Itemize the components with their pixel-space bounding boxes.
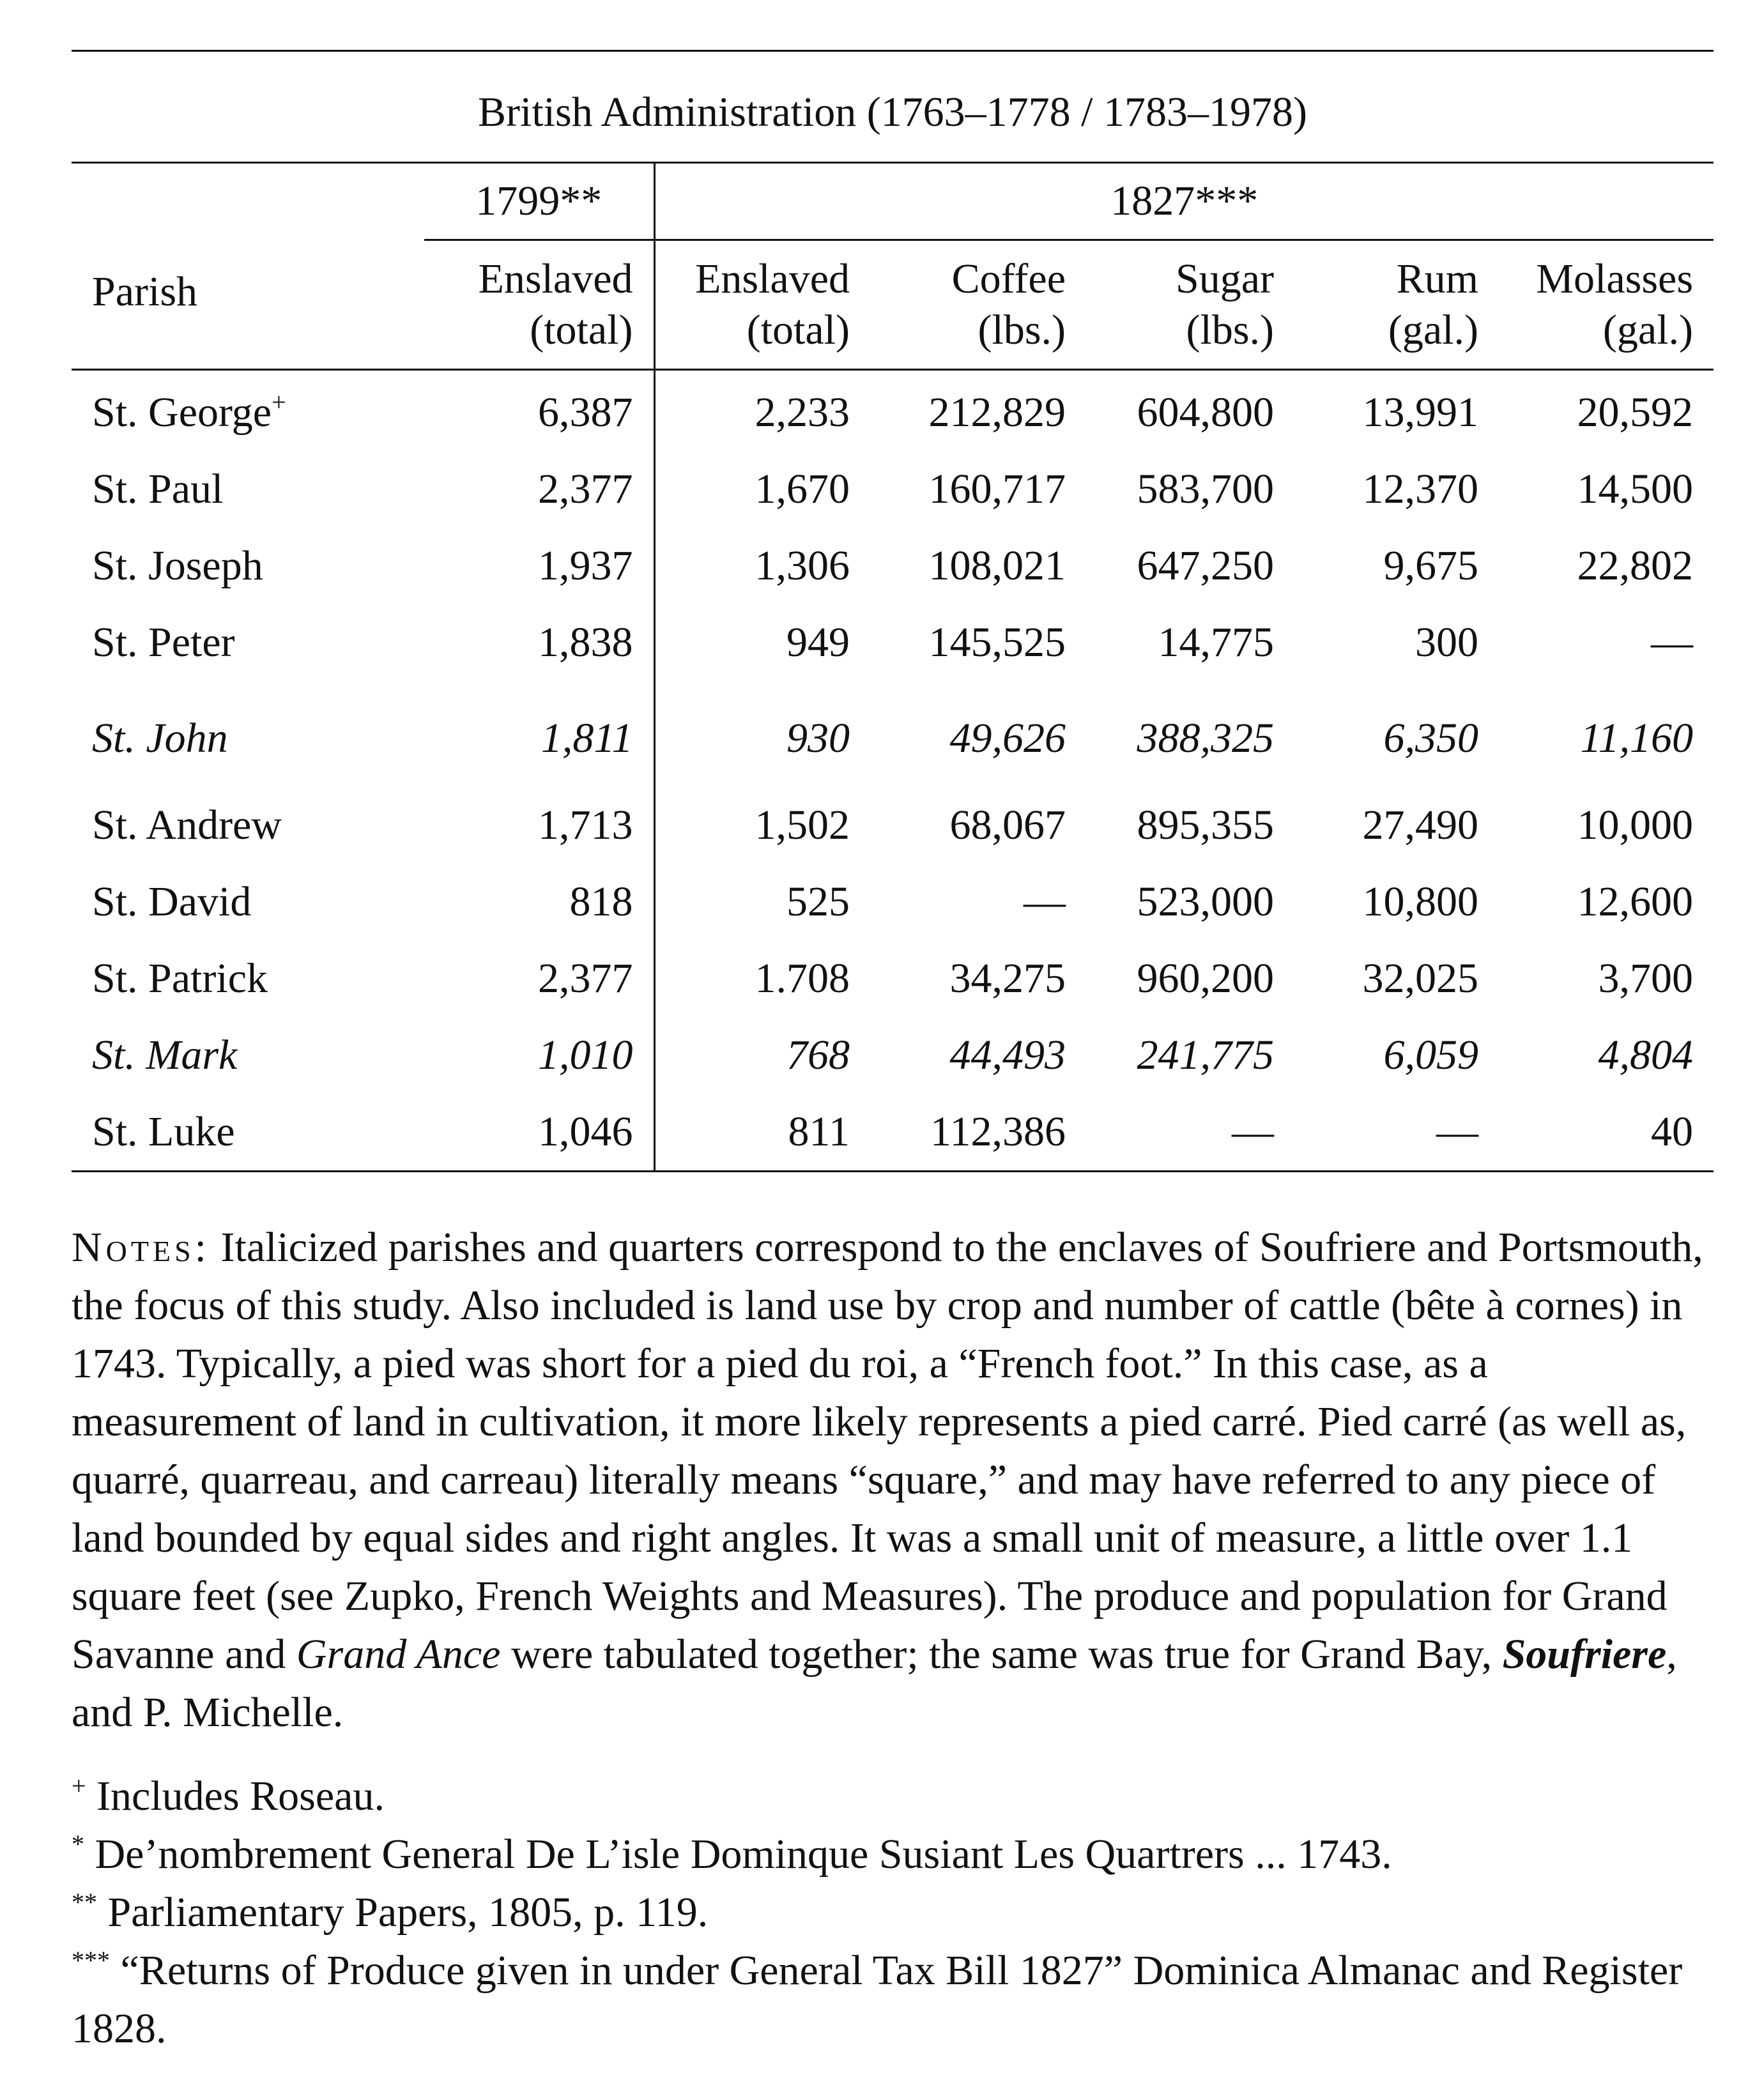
cell-coffee: 68,067 [949,802,1066,848]
enslaved-1827-header [654,240,870,370]
cell-rum: 300 [1415,619,1478,666]
parish-cell [72,940,424,1017]
cell-molasses: — [1651,619,1694,666]
molasses-header-line2: (gal.) [1602,307,1694,353]
footnote-text: Parliamentary Papers, 1805, p. 119. [97,1889,709,1936]
produce-table [72,162,1714,1172]
footnote-mark: ** [72,1888,97,1916]
parish-column-header: Parish [72,163,424,370]
parish-name: St. Joseph [92,542,263,589]
table-row [72,528,1714,604]
footnote-mark: * [72,1830,84,1858]
cell-e1799: 1,010 [424,1017,654,1094]
rum-header-line2: (gal.) [1388,307,1478,353]
cell-e1827: 930 [786,715,850,761]
cell-e1827: 1,502 [755,802,850,848]
cell-sugar: 960,200 [1137,955,1274,1002]
footnote-mark: + [72,1771,86,1800]
year-header-row [72,163,1714,240]
cell-sugar: — [1086,1094,1294,1172]
cell-e1827: 1.708 [755,955,850,1002]
cell-sugar: 647,250 [1137,542,1274,589]
table-row [72,370,1714,452]
table-notes [72,1218,1714,1741]
parish-name: St. George [92,389,272,436]
footnote-text: De’nombrement General De L’isle Dominque Susiant Les Quartrers ... 1743. [84,1831,1392,1878]
enslaved-1799-header-line2: (total) [530,307,633,353]
cell-coffee: 112,386 [870,1094,1086,1172]
cell-e1827: 1,670 [755,466,850,512]
parish-name: St. Andrew [92,802,282,848]
footnote-text: Includes Roseau. [86,1773,385,1819]
cell-e1827: 949 [786,619,850,666]
cell-sugar: 14,775 [1158,619,1274,666]
cell-sugar: 388,325 [1137,715,1274,761]
cell-coffee: 34,275 [949,955,1066,1002]
cell-rum: 32,025 [1362,955,1478,1002]
cell-e1799: 818 [424,864,654,940]
document-page [72,50,1714,2058]
cell-coffee: 145,525 [928,619,1066,666]
cell-sugar: 523,000 [1137,878,1274,925]
cell-e1827: 811 [654,1094,870,1172]
cell-sugar: 241,775 [1137,1032,1274,1078]
parish-cell [72,787,424,864]
molasses-header-line1: Molasses [1536,256,1694,302]
parish-name: St. Luke [92,1108,235,1155]
table-row [72,864,1714,940]
cell-molasses: 3,700 [1598,955,1694,1002]
table-row [72,604,1714,681]
footnotes [72,1767,1714,2058]
cell-e1799: 1,937 [424,528,654,604]
cell-molasses: 20,592 [1577,389,1694,436]
cell-e1827: 768 [786,1032,850,1078]
cell-e1799: 1,713 [424,787,654,864]
cell-molasses: 10,000 [1577,802,1694,848]
notes-italic-grand-ance: Grand Ance [296,1631,501,1678]
cell-rum: 10,800 [1362,878,1478,925]
parish-name: St. Paul [92,466,224,512]
table-row [72,1017,1714,1094]
cell-coffee: 44,493 [949,1032,1066,1078]
notes-text-1: Italicized parishes and quarters correspond to the enclaves of Soufriere and Portsmouth, the focus of this study. Also included is land use by crop and number of cattle (bête à cornes) in 1743. Typically, a pied was short for a pied du roi, a “French foot.” In this case, as a measurement of land in cultivation, it more likely represents a pied carré. Pied carré (as well as, quarré, quarreau, and carreau) literally means “square,” and may have referred to any piece of land bounded by equal sides and right angles. It was a small unit of measure, a little over 1.1 square feet (see Zupko, French Weights and Measures). The produce and population for Grand Savanne and [72,1224,1703,1678]
cell-rum: 6,059 [1383,1032,1478,1078]
parish-cell [72,370,424,452]
cell-molasses: 4,804 [1598,1032,1694,1078]
footnote-line [72,1883,1714,1941]
footnote-line [72,1941,1714,2058]
notes-label: Notes: [72,1224,210,1271]
table-row [72,787,1714,864]
parish-cell [72,681,424,787]
sugar-header-line2: (lbs.) [1186,307,1274,353]
cell-e1827: 2,233 [755,389,850,436]
notes-text-2: were tabulated together; the same was true for Grand Bay, [500,1631,1503,1678]
cell-rum: 13,991 [1362,389,1478,436]
sugar-header-line1: Sugar [1176,256,1274,302]
year-1827-header: 1827*** [654,163,1714,240]
parish-cell [72,528,424,604]
enslaved-1827-header-line2: (total) [746,307,850,353]
cell-coffee: 108,021 [928,542,1066,589]
cell-coffee: 212,829 [928,389,1066,436]
table-row [72,681,1714,787]
cell-sugar: 604,800 [1137,389,1274,436]
cell-e1799: 1,046 [424,1094,654,1172]
cell-e1799: 1,811 [424,681,654,787]
footnote-line [72,1767,1714,1825]
cell-e1799: 2,377 [424,940,654,1017]
cell-coffee: — [1024,878,1066,925]
sugar-header [1086,240,1294,370]
enslaved-1799-header-line1: Enslaved [478,256,633,302]
parish-cell [72,1017,424,1094]
enslaved-1827-header-line1: Enslaved [695,256,850,302]
parish-cell [72,604,424,681]
cell-rum: 27,490 [1362,802,1478,848]
cell-molasses: 14,500 [1577,466,1694,512]
parish-name: St. John [92,715,228,761]
notes-bold-soufriere: Soufriere [1502,1631,1667,1678]
table-row [72,940,1714,1017]
molasses-header [1499,240,1714,370]
cell-e1827: 525 [786,878,850,925]
cell-sugar: 583,700 [1137,466,1274,512]
parish-name: St. Mark [92,1032,238,1078]
cell-e1799: 6,387 [424,370,654,452]
enslaved-1799-header [424,240,654,370]
rum-header-line1: Rum [1396,256,1478,302]
cell-coffee: 160,717 [928,466,1066,512]
cell-e1827: 1,306 [755,542,850,589]
footnote-mark: *** [72,1946,110,1975]
cell-sugar: 895,355 [1137,802,1274,848]
cell-e1799: 1,838 [424,604,654,681]
coffee-header-line1: Coffee [951,256,1066,302]
coffee-header [870,240,1086,370]
table-row [72,1094,1714,1172]
parish-name: St. David [92,878,252,925]
table-row [72,451,1714,528]
parish-name: St. Peter [92,619,235,666]
parish-cell [72,864,424,940]
cell-rum: 6,350 [1383,715,1478,761]
cell-rum: 9,675 [1383,542,1478,589]
parish-footnote-mark: + [272,388,286,417]
cell-molasses: 40 [1499,1094,1714,1172]
parish-cell [72,1094,424,1172]
rum-header [1294,240,1499,370]
notes-text-3: , and P. Michelle. [72,1631,1677,1736]
cell-molasses: 22,802 [1577,542,1694,589]
cell-molasses: 11,160 [1580,715,1694,761]
year-1799-header: 1799** [424,163,654,240]
parish-cell [72,451,424,528]
parish-name: St. Patrick [92,955,268,1002]
footnote-text: “Returns of Produce given in under General Tax Bill 1827” Dominica Almanac and Register 1828. [72,1947,1683,2052]
cell-rum: — [1294,1094,1499,1172]
administration-title: British Administration (1763–1778 / 1783–1978) [478,89,1307,135]
cell-molasses: 12,600 [1577,878,1694,925]
cell-rum: 12,370 [1362,466,1478,512]
coffee-header-line2: (lbs.) [978,307,1066,353]
footnote-line [72,1825,1714,1883]
cell-coffee: 49,626 [949,715,1066,761]
cell-e1799: 2,377 [424,451,654,528]
